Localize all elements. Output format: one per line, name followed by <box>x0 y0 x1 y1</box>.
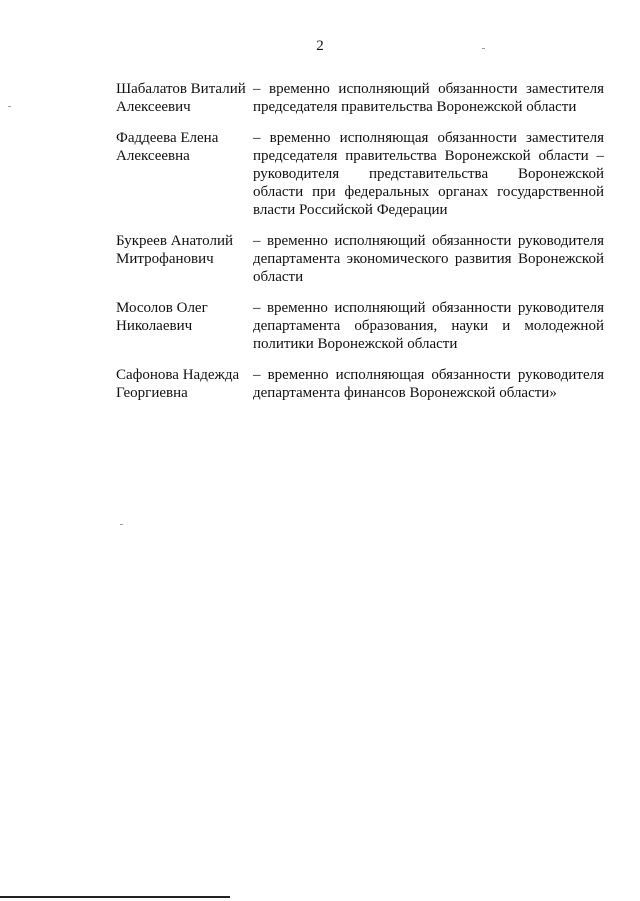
appointment-list <box>116 80 604 415</box>
scan-speck <box>482 48 485 49</box>
page-number: 2 <box>316 38 324 54</box>
scan-speck <box>120 524 123 525</box>
scan-speck <box>8 106 11 107</box>
position-description: – временно исполняющая обязанности руководителя департамента финансов Воронежской области» <box>253 367 604 401</box>
position-description: – временно исполняющий обязанности руководителя департамента экономического развития Воронежской области <box>253 233 604 285</box>
person-name: Сафонова Надежда Георгиевна <box>116 367 240 401</box>
footer-rule <box>0 896 230 898</box>
list-item <box>116 129 604 219</box>
person-name: Шабалатов Виталий Алексеевич <box>116 81 246 115</box>
position-description: – временно исполняющая обязанности заместителя председателя правительства Воронежской области – руководителя представительства Воронежской области при федеральных органах государственной власти Российской Федерации <box>253 130 604 218</box>
person-name: Фаддеева Елена Алексеевна <box>116 130 219 164</box>
list-item <box>116 80 604 116</box>
person-name: Букреев Анатолий Митрофанович <box>116 233 234 267</box>
position-description: – временно исполняющий обязанности руководителя департамента образования, науки и молодежной политики Воронежской области <box>253 300 604 352</box>
list-item <box>116 232 604 286</box>
person-name: Мосолов Олег Николаевич <box>116 300 208 334</box>
list-item <box>116 366 604 402</box>
list-item <box>116 299 604 353</box>
position-description: – временно исполняющий обязанности заместителя председателя правительства Воронежской области <box>253 81 604 115</box>
